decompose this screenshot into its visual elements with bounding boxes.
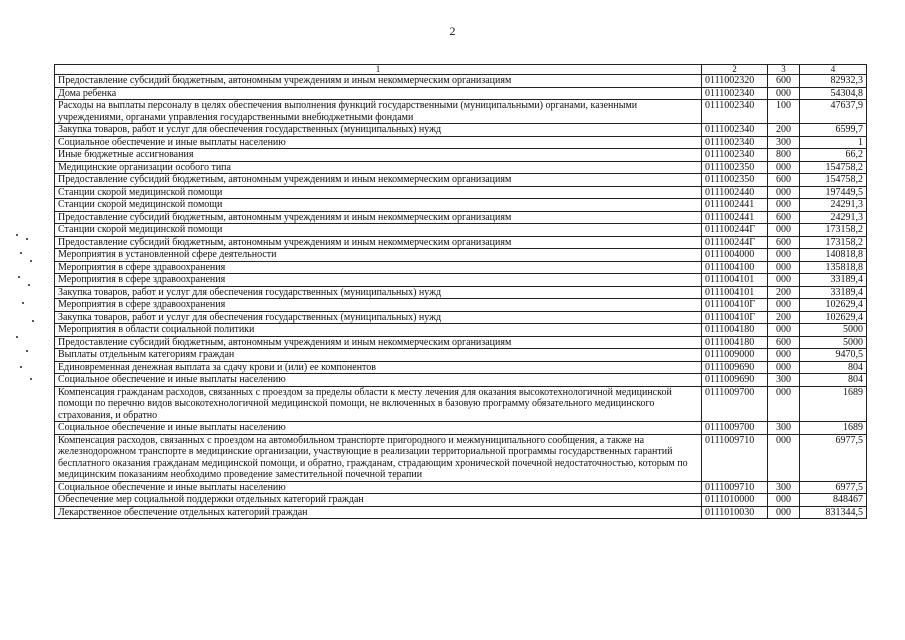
row-vr-cell: 000 bbox=[768, 249, 800, 262]
table-row bbox=[55, 324, 867, 337]
table-row bbox=[55, 506, 867, 519]
table-row bbox=[55, 124, 867, 137]
row-vr-cell: 000 bbox=[768, 186, 800, 199]
table-header-row bbox=[55, 65, 867, 75]
row-name-cell: Мероприятия в области социальной политики bbox=[55, 324, 702, 337]
row-code-cell: 0111002350 bbox=[702, 161, 768, 174]
row-code-cell: 0111004180 bbox=[702, 336, 768, 349]
row-sum-cell: 154758,2 bbox=[800, 161, 867, 174]
table-row bbox=[55, 422, 867, 435]
row-name-cell: Предоставление субсидий бюджетным, автономным учреждениям и иным некоммерческим организациям bbox=[55, 236, 702, 249]
row-code-cell: 0111002320 bbox=[702, 75, 768, 88]
row-code-cell: 011100244Г bbox=[702, 236, 768, 249]
row-vr-cell: 000 bbox=[768, 506, 800, 519]
row-vr-cell: 800 bbox=[768, 149, 800, 162]
row-code-cell: 0111009690 bbox=[702, 361, 768, 374]
row-vr-cell: 000 bbox=[768, 494, 800, 507]
row-sum-cell: 6977,5 bbox=[800, 434, 867, 481]
table-row bbox=[55, 386, 867, 422]
row-sum-cell: 24291,3 bbox=[800, 199, 867, 212]
row-name-cell: Закупка товаров, работ и услуг для обеспечения государственных (муниципальных) нужд bbox=[55, 286, 702, 299]
table-row bbox=[55, 149, 867, 162]
row-name-cell: Лекарственное обеспечение отдельных категорий граждан bbox=[55, 506, 702, 519]
table-row bbox=[55, 286, 867, 299]
row-vr-cell: 000 bbox=[768, 199, 800, 212]
table-row bbox=[55, 224, 867, 237]
row-vr-cell: 100 bbox=[768, 100, 800, 124]
row-name-cell: Станции скорой медицинской помощи bbox=[55, 186, 702, 199]
row-vr-cell: 600 bbox=[768, 174, 800, 187]
row-code-cell: 0111009690 bbox=[702, 374, 768, 387]
row-name-cell: Мероприятия в сфере здравоохранения bbox=[55, 261, 702, 274]
row-name-cell: Мероприятия в установленной сфере деятельности bbox=[55, 249, 702, 262]
row-name-cell: Предоставление субсидий бюджетным, автономным учреждениям и иным некоммерческим организациям bbox=[55, 336, 702, 349]
row-name-cell: Предоставление субсидий бюджетным, автономным учреждениям и иным некоммерческим организациям bbox=[55, 174, 702, 187]
table-row bbox=[55, 136, 867, 149]
row-vr-cell: 000 bbox=[768, 361, 800, 374]
row-code-cell: 0111002340 bbox=[702, 87, 768, 100]
row-code-cell: 0111009710 bbox=[702, 434, 768, 481]
row-code-cell: 0111002350 bbox=[702, 174, 768, 187]
row-code-cell: 0111004101 bbox=[702, 286, 768, 299]
table-row bbox=[55, 87, 867, 100]
table-row bbox=[55, 349, 867, 362]
row-vr-cell: 200 bbox=[768, 311, 800, 324]
row-vr-cell: 200 bbox=[768, 124, 800, 137]
row-vr-cell: 000 bbox=[768, 434, 800, 481]
row-vr-cell: 600 bbox=[768, 75, 800, 88]
row-vr-cell: 300 bbox=[768, 374, 800, 387]
header-col-4: 4 bbox=[800, 65, 867, 75]
table-row bbox=[55, 236, 867, 249]
scan-margin-marks bbox=[12, 232, 42, 382]
row-sum-cell: 848467 bbox=[800, 494, 867, 507]
table-row bbox=[55, 361, 867, 374]
row-sum-cell: 154758,2 bbox=[800, 174, 867, 187]
row-vr-cell: 000 bbox=[768, 87, 800, 100]
table-row bbox=[55, 261, 867, 274]
row-name-cell: Закупка товаров, работ и услуг для обеспечения государственных (муниципальных) нужд bbox=[55, 311, 702, 324]
row-name-cell: Станции скорой медицинской помощи bbox=[55, 199, 702, 212]
row-name-cell: Дома ребенка bbox=[55, 87, 702, 100]
row-vr-cell: 000 bbox=[768, 161, 800, 174]
row-name-cell: Закупка товаров, работ и услуг для обеспечения государственных (муниципальных) нужд bbox=[55, 124, 702, 137]
row-vr-cell: 000 bbox=[768, 224, 800, 237]
row-sum-cell: 5000 bbox=[800, 336, 867, 349]
row-vr-cell: 300 bbox=[768, 481, 800, 494]
row-code-cell: 011100410Г bbox=[702, 311, 768, 324]
row-name-cell: Предоставление субсидий бюджетным, автономным учреждениям и иным некоммерческим организациям bbox=[55, 211, 702, 224]
row-code-cell: 0111004000 bbox=[702, 249, 768, 262]
header-col-3: 3 bbox=[768, 65, 800, 75]
row-sum-cell: 1689 bbox=[800, 386, 867, 422]
row-name-cell: Расходы на выплаты персоналу в целях обеспечения выполнения функций государственными (муниципальными) органами, казенными учреждениями, органами управления государственными внебюджетными фондами bbox=[55, 100, 702, 124]
row-sum-cell: 804 bbox=[800, 374, 867, 387]
row-name-cell: Социальное обеспечение и иные выплаты населению bbox=[55, 422, 702, 435]
row-vr-cell: 000 bbox=[768, 274, 800, 287]
row-vr-cell: 000 bbox=[768, 261, 800, 274]
table-row bbox=[55, 174, 867, 187]
row-vr-cell: 600 bbox=[768, 236, 800, 249]
budget-table bbox=[54, 64, 867, 519]
row-code-cell: 0111002441 bbox=[702, 199, 768, 212]
row-sum-cell: 804 bbox=[800, 361, 867, 374]
row-code-cell: 0111004180 bbox=[702, 324, 768, 337]
row-sum-cell: 24291,3 bbox=[800, 211, 867, 224]
row-vr-cell: 600 bbox=[768, 211, 800, 224]
table-row bbox=[55, 161, 867, 174]
row-name-cell: Социальное обеспечение и иные выплаты населению bbox=[55, 136, 702, 149]
row-sum-cell: 102629,4 bbox=[800, 311, 867, 324]
row-name-cell: Социальное обеспечение и иные выплаты населению bbox=[55, 481, 702, 494]
row-code-cell: 0111004100 bbox=[702, 261, 768, 274]
table-row bbox=[55, 199, 867, 212]
row-name-cell: Единовременная денежная выплата за сдачу крови и (или) ее компонентов bbox=[55, 361, 702, 374]
row-name-cell: Станции скорой медицинской помощи bbox=[55, 224, 702, 237]
row-code-cell: 0111010000 bbox=[702, 494, 768, 507]
row-sum-cell: 6977,5 bbox=[800, 481, 867, 494]
table-row bbox=[55, 274, 867, 287]
row-code-cell: 0111009000 bbox=[702, 349, 768, 362]
row-vr-cell: 000 bbox=[768, 324, 800, 337]
row-code-cell: 0111002340 bbox=[702, 100, 768, 124]
row-vr-cell: 000 bbox=[768, 299, 800, 312]
row-code-cell: 0111010030 bbox=[702, 506, 768, 519]
table-row bbox=[55, 100, 867, 124]
row-vr-cell: 600 bbox=[768, 336, 800, 349]
row-name-cell: Медицинские организации особого типа bbox=[55, 161, 702, 174]
row-sum-cell: 5000 bbox=[800, 324, 867, 337]
row-vr-cell: 300 bbox=[768, 136, 800, 149]
row-sum-cell: 197449,5 bbox=[800, 186, 867, 199]
row-sum-cell: 1689 bbox=[800, 422, 867, 435]
row-code-cell: 0111004101 bbox=[702, 274, 768, 287]
row-code-cell: 0111002340 bbox=[702, 149, 768, 162]
table-body bbox=[55, 75, 867, 519]
table-row bbox=[55, 481, 867, 494]
row-name-cell: Мероприятия в сфере здравоохранения bbox=[55, 274, 702, 287]
row-sum-cell: 9470,5 bbox=[800, 349, 867, 362]
row-code-cell: 0111002340 bbox=[702, 136, 768, 149]
row-sum-cell: 54304,8 bbox=[800, 87, 867, 100]
row-sum-cell: 33189,4 bbox=[800, 274, 867, 287]
page-number: 2 bbox=[449, 24, 456, 38]
row-sum-cell: 135818,8 bbox=[800, 261, 867, 274]
row-name-cell: Иные бюджетные ассигнования bbox=[55, 149, 702, 162]
table-row bbox=[55, 311, 867, 324]
header-col-1: 1 bbox=[55, 65, 702, 75]
table-row bbox=[55, 434, 867, 481]
row-sum-cell: 173158,2 bbox=[800, 224, 867, 237]
table-row bbox=[55, 299, 867, 312]
row-name-cell: Мероприятия в сфере здравоохранения bbox=[55, 299, 702, 312]
table-row bbox=[55, 186, 867, 199]
row-sum-cell: 33189,4 bbox=[800, 286, 867, 299]
table-row bbox=[55, 336, 867, 349]
row-sum-cell: 66,2 bbox=[800, 149, 867, 162]
row-code-cell: 011100244Г bbox=[702, 224, 768, 237]
row-code-cell: 0111009710 bbox=[702, 481, 768, 494]
table-row bbox=[55, 249, 867, 262]
row-code-cell: 0111002441 bbox=[702, 211, 768, 224]
row-vr-cell: 000 bbox=[768, 349, 800, 362]
table-row bbox=[55, 211, 867, 224]
row-sum-cell: 6599,7 bbox=[800, 124, 867, 137]
table-row bbox=[55, 75, 867, 88]
row-sum-cell: 140818,8 bbox=[800, 249, 867, 262]
row-name-cell: Выплаты отдельным категориям граждан bbox=[55, 349, 702, 362]
row-sum-cell: 173158,2 bbox=[800, 236, 867, 249]
table-row bbox=[55, 494, 867, 507]
row-name-cell: Компенсация расходов, связанных с проездом на автомобильном транспорте пригородного и межмуниципального сообщения, а также на железнодорожном транспорте в медицинские организации, участвующие в реализации территориальной программы государственных гарантий бесплатного оказания гражданам медицинской помощи, и обратно, гражданам, страдающим хронической почечной недостаточностью, которым по медицинским показаниям необходимо проведение заместительной почечной терапии bbox=[55, 434, 702, 481]
row-vr-cell: 000 bbox=[768, 386, 800, 422]
row-code-cell: 0111009700 bbox=[702, 386, 768, 422]
row-code-cell: 0111009700 bbox=[702, 422, 768, 435]
row-name-cell: Компенсация гражданам расходов, связанных с проездом за пределы области к месту лечения для оказания высокотехнологичной медицинской помощи по перечню видов высокотехнологичной медицинской помощи, не включенных в базовую программу обязательного медицинского страхования, и обратно bbox=[55, 386, 702, 422]
table-row bbox=[55, 374, 867, 387]
row-name-cell: Предоставление субсидий бюджетным, автономным учреждениям и иным некоммерческим организациям bbox=[55, 75, 702, 88]
row-sum-cell: 102629,4 bbox=[800, 299, 867, 312]
row-code-cell: 0111002340 bbox=[702, 124, 768, 137]
row-name-cell: Социальное обеспечение и иные выплаты населению bbox=[55, 374, 702, 387]
row-name-cell: Обеспечение мер социальной поддержки отдельных категорий граждан bbox=[55, 494, 702, 507]
row-code-cell: 0111002440 bbox=[702, 186, 768, 199]
row-sum-cell: 831344,5 bbox=[800, 506, 867, 519]
row-sum-cell: 1 bbox=[800, 136, 867, 149]
row-sum-cell: 82932,3 bbox=[800, 75, 867, 88]
header-col-2: 2 bbox=[702, 65, 768, 75]
row-vr-cell: 200 bbox=[768, 286, 800, 299]
row-sum-cell: 47637,9 bbox=[800, 100, 867, 124]
row-vr-cell: 300 bbox=[768, 422, 800, 435]
row-code-cell: 011100410Г bbox=[702, 299, 768, 312]
